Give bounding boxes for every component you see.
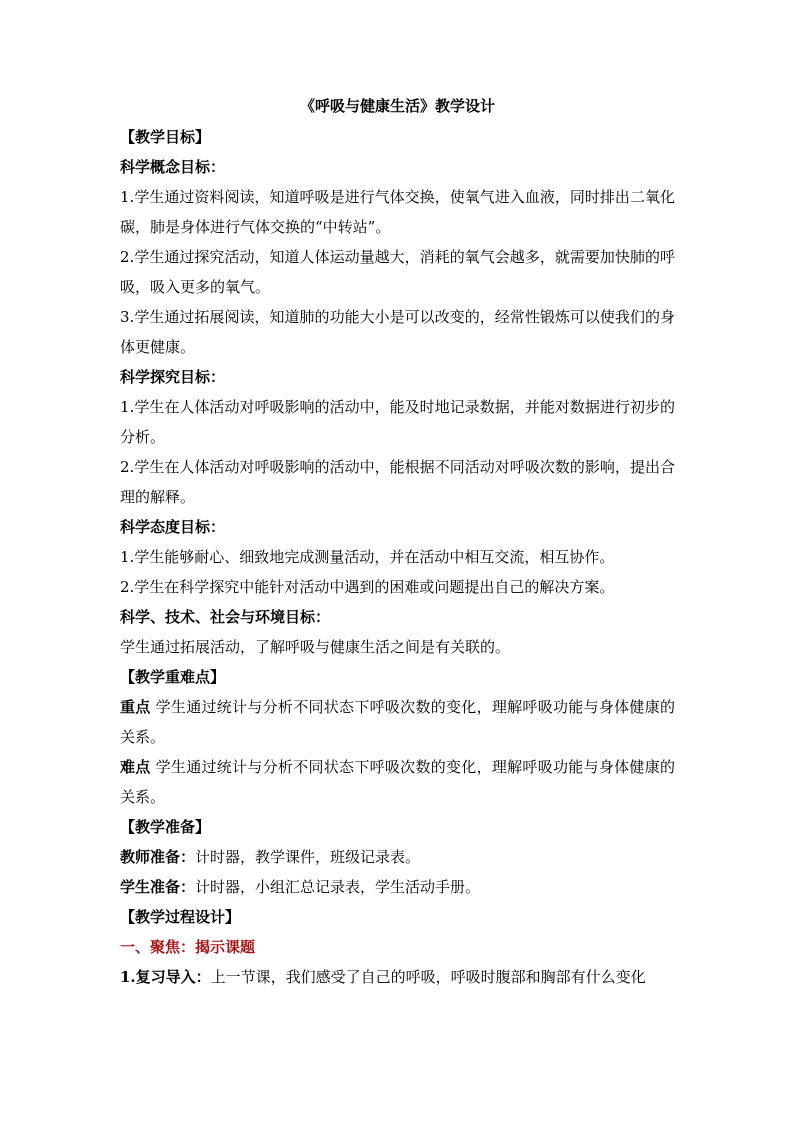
review-label: 1.复习导入： — [120, 968, 211, 986]
inquiry-heading: 科学探究目标： — [120, 368, 226, 386]
attitude-heading: 科学态度目标： — [120, 518, 226, 536]
sts-item-1: 学生通过拓展活动，了解呼吸与健康生活之间是有关联的。 — [120, 638, 511, 656]
key-point — [120, 692, 675, 752]
keypoints-heading: 【教学重难点】 — [120, 668, 226, 686]
key-label: 重点 — [120, 698, 151, 716]
teacher-text: 计时器，教学课件，班级记录表。 — [195, 848, 421, 866]
objectives-heading: 【教学目标】 — [120, 128, 211, 146]
review-paragraph — [120, 962, 675, 992]
process-heading: 【教学过程设计】 — [120, 908, 241, 926]
document-title: 《呼吸与健康生活》教学设计 — [299, 97, 495, 115]
diff-label: 难点 — [120, 758, 151, 776]
concept-heading: 科学概念目标： — [120, 158, 226, 176]
concept-item-1: 1.学生通过资料阅读，知道呼吸是进行气体交换，使氧气进入血液，同时排出二氧化碳，肺是身体进行气体交换的“中转站”。 — [120, 188, 675, 236]
prep-heading: 【教学准备】 — [120, 818, 211, 836]
attitude-item-1: 1.学生能够耐心、细致地完成测量活动，并在活动中相互交流，相互协作。 — [120, 548, 615, 566]
attitude-item-2: 2.学生在科学探究中能针对活动中遇到的困难或问题提出自己的解决方案。 — [120, 578, 615, 596]
review-text: 上一节课，我们感受了自己的呼吸，呼吸时腹部和胸部有什么变化 — [210, 968, 646, 986]
inquiry-item-2: 2.学生在人体活动对呼吸影响的活动中，能根据不同活动对呼吸次数的影响，提出合理的解释。 — [120, 458, 675, 506]
teacher-prep — [120, 842, 675, 872]
key-text: 学生通过统计与分析不同状态下呼吸次数的变化，理解呼吸功能与身体健康的关系。 — [120, 698, 675, 746]
diff-text: 学生通过统计与分析不同状态下呼吸次数的变化，理解呼吸功能与身体健康的关系。 — [120, 758, 675, 806]
difficult-point — [120, 752, 675, 812]
stage-1-heading: 一、聚焦：揭示课题 — [120, 938, 256, 956]
student-prep — [120, 872, 675, 902]
teacher-label: 教师准备： — [120, 848, 196, 866]
student-text: 计时器，小组汇总记录表，学生活动手册。 — [195, 878, 481, 896]
concept-item-3: 3.学生通过拓展阅读，知道肺的功能大小是可以改变的，经常性锻炼可以使我们的身体更健康。 — [120, 308, 675, 356]
concept-item-2: 2.学生通过探究活动，知道人体运动量越大，消耗的氧气会越多，就需要加快肺的呼吸，吸入更多的氧气。 — [120, 248, 675, 296]
sts-heading: 科学、技术、社会与环境目标： — [120, 608, 331, 626]
student-label: 学生准备： — [120, 878, 196, 896]
document-page — [120, 92, 675, 992]
inquiry-item-1: 1.学生在人体活动对呼吸影响的活动中，能及时地记录数据，并能对数据进行初步的分析。 — [120, 398, 675, 446]
